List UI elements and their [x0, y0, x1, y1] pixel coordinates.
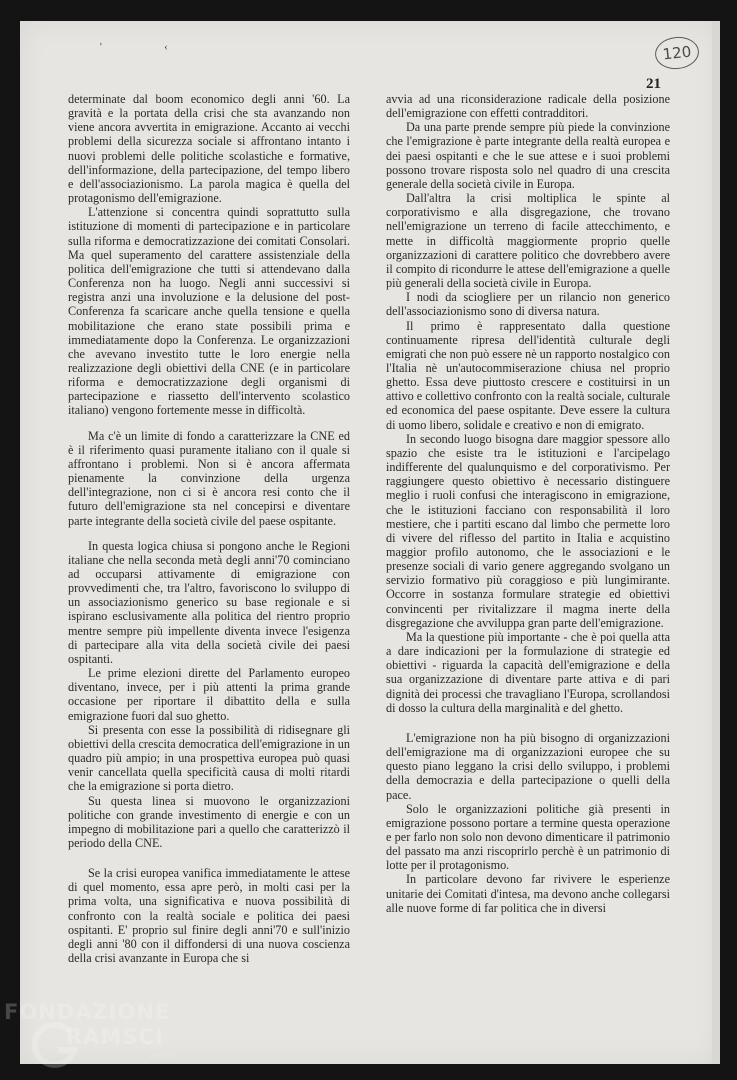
- watermark-line-2: RAMSCI: [66, 1025, 164, 1049]
- right-paragraph-3: Dall'altra la crisi moltiplica le spinte al corporativismo e alla disgregazione, che trovano nell'emigrazione un terreno di facile attecchimento, e mette in difficoltà maggiormente proprio quelle organizzazioni di carattere politico che dovrebbero avere il compito di ricondurre le attese dell'emigrazione a quelle più generali della società civile in Europa.: [386, 191, 670, 291]
- watermark-line-1: FONDAZIONE: [4, 1000, 171, 1024]
- left-paragraph-1: determinate dal boom economico degli anni '60. La gravità e la portata della crisi che sta avanzando non viene ancora avvertita in emigrazione. Accanto ai vecchi problemi della sicurezza sociale si affrontano intanto i nuovi problemi delle politiche scolastiche e formative, dell'informazione, della partecipazione, del tempo libero e dell'associazionismo. La parola magica è quella del protagonismo dell'emigrazione.: [68, 92, 350, 206]
- left-paragraph-8: Se la crisi europea vanifica immediatamente le attese di quel momento, essa apre però, in molti casi per la prima volta, una significativa e nuova possibilità di confronto con la realtà sociale e politica dei paesi ospitanti. E' proprio sul finire degli anni'70 e sull'inizio degli anni '80 con il diffondersi di una nuova coscienza della crisi avanzante in Europa che si: [68, 866, 350, 966]
- watermark-onlus: onlus: [150, 1052, 175, 1062]
- right-paragraph-8: L'emigrazione non ha più bisogno di organizzazioni dell'emigrazione ma di organizzazioni europee che su questo piano leggano la crisi dello sviluppo, i problemi della democrazia e della partecipazione o quelli della pace.: [386, 730, 670, 802]
- left-paragraph-4: In questa logica chiusa si pongono anche le Regioni italiane che nella seconda metà degli anni'70 cominciano ad occuparsi attivamente di emigrazione con provvedimenti che, tra l'altro, favoriscono lo sviluppo di un associazionismo generico su base regionale e si ispirano esclusivamente alla politica del rientro proprio mentre sempre più impellente diventa invece l'esigenza di partecipare alla vita della società civile dei paesi ospitanti.: [68, 538, 350, 666]
- right-column: [386, 92, 670, 915]
- right-paragraph-10: In particolare devono far rivivere le esperienze unitarie dei Comitati d'intesa, ma devono anche collegarsi alle nuove forme di far politica che in diversi: [386, 872, 670, 915]
- left-paragraph-2: L'attenzione si concentra quindi soprattutto sulla istituzione di momenti di partecipazione e in particolare sulla riforma e democratizzazione dei comitati Consolari. Ma quel superamento del carattere assistenziale della politica dell'emigrazione che tutti si attendevano dalla Conferenza non ha luogo. Negli anni successivi si registra anzi una involuzione e la delusione del post-Conferenza fa scaricare anche quella tensione e quella mobilitazione che erano state possibili prima e immediatamente dopo la Conferenza. Le organizzazioni che avevano investito tutte le loro energie nella realizzazione degli obiettivi della CNE (e in particolare riforma e democratizzazione degli organismi di partecipazione e riassetto dell'intervento scolastico italiano) vengono fortemente messe in difficoltà.: [68, 205, 350, 418]
- archive-stamp: 120: [653, 35, 700, 71]
- left-paragraph-5: Le prime elezioni dirette del Parlamento europeo diventano, invece, per i più attenti la prima grande occasione per riportare il dibattito della e sulla emigrazione fuori dal suo ghetto.: [68, 666, 350, 723]
- right-paragraph-5: Il primo è rappresentato dalla questione continuamente ripresa dell'identità culturale degli emigrati che non può essere nè un rapporto nostalgico con l'Italia nè un'autocommiserazione chiusa nel proprio ghetto. Essa deve piuttosto crescere e costituirsi in un attivo e collettivo confronto con la realtà sociale, culturale ed economica del paese ospitante. Deve essere la cultura di uomo libero, solidale e creativo e non di emigrato.: [386, 318, 670, 432]
- right-paragraph-4: I nodi da sciogliere per un rilancio non generico dell'associazionismo sono di diversa natura.: [386, 290, 670, 319]
- right-paragraph-7: Ma la questione più importante - che è poi quella atta a dare indicazioni per la formulazione di strategie ed obiettivi - riguarda la capacità dell'emigrazione e della sua organizzazione di diventare parte attiva e di pari dignità dei processi che travagliano l'Europa, scrollandosi di dosso la cultura della marginalità e del ghetto.: [386, 629, 670, 715]
- corner-marks: ' ‹: [100, 42, 198, 53]
- page-number: 21: [646, 76, 661, 92]
- left-paragraph-3: Ma c'è un limite di fondo a caratterizzare la CNE ed è il riferimento quasi puramente italiano con il quale si affrontano i problemi. Non si è ancora affermata pienamente la convinzione della urgenza dell'integrazione, non ci si è ancora resi conto che il futuro dell'emigrazione sta nel concepirsi e diventare parte integrante della società civile del paese ospitante.: [68, 428, 350, 528]
- left-paragraph-6: Si presenta con esse la possibilità di ridisegnare gli obiettivi della crescita democratica dell'emigrazione in un quadro più ampio; in una prospettiva europea può quasi venir cancellata quella specificità causa di molti ritardi che la emigrazione si porta dietro.: [68, 722, 350, 794]
- fondazione-gramsci-watermark: [4, 1000, 204, 1076]
- right-paragraph-1: avvia ad una riconsiderazione radicale della posizione dell'emigrazione con effetti contradditori.: [386, 92, 670, 121]
- right-paragraph-9: Solo le organizzazioni politiche già presenti in emigrazione possono portare a termine questa operazione e per farlo non solo non devono dimenticare il patrimonio del passato ma anzi riscoprirlo perchè è un patrimonio di lotte per il protagonismo.: [386, 801, 670, 873]
- left-column: [68, 92, 350, 965]
- right-paragraph-6: In secondo luogo bisogna dare maggior spessore allo spazio che esiste tra le istituzioni e l'arcipelago indifferente del qualunquismo e del corporativismo. Per raggiungere questo obiettivo è necessario distinguere meglio i ruoli confusi che interagiscono in emigrazione, che le istituzioni facciano con responsabilità il loro mestiere, che i partiti escano dal limbo che permette loro di vivere del riflesso del partito in Italia e acquistino maggior profilo autonomo, che le associazioni e le presenze sociali di vario genere aggregando svolgano un servizio formativo più coraggioso e più lungimirante. Occorre in sostanza formulare strategie ed obiettivi convincenti per rivitalizzare il magma inerte della disgregazione che avviluppa gran parte dell'emigrazione.: [386, 431, 670, 630]
- right-paragraph-2: Da una parte prende sempre più piede la convinzione che l'emigrazione è parte integrante della realtà europea e dei paesi ospitanti e che le sue attese e i suoi problemi possono trovare risposta solo nel quadro di una crescita generale della società civile in Europa.: [386, 120, 670, 191]
- left-paragraph-7: Su questa linea si muovono le organizzazioni politiche con grande investimento di energie e con un impegno di mobilitazione pari a quello che caratterizzò il periodo della CNE.: [68, 793, 350, 850]
- page-edge: [712, 21, 720, 1064]
